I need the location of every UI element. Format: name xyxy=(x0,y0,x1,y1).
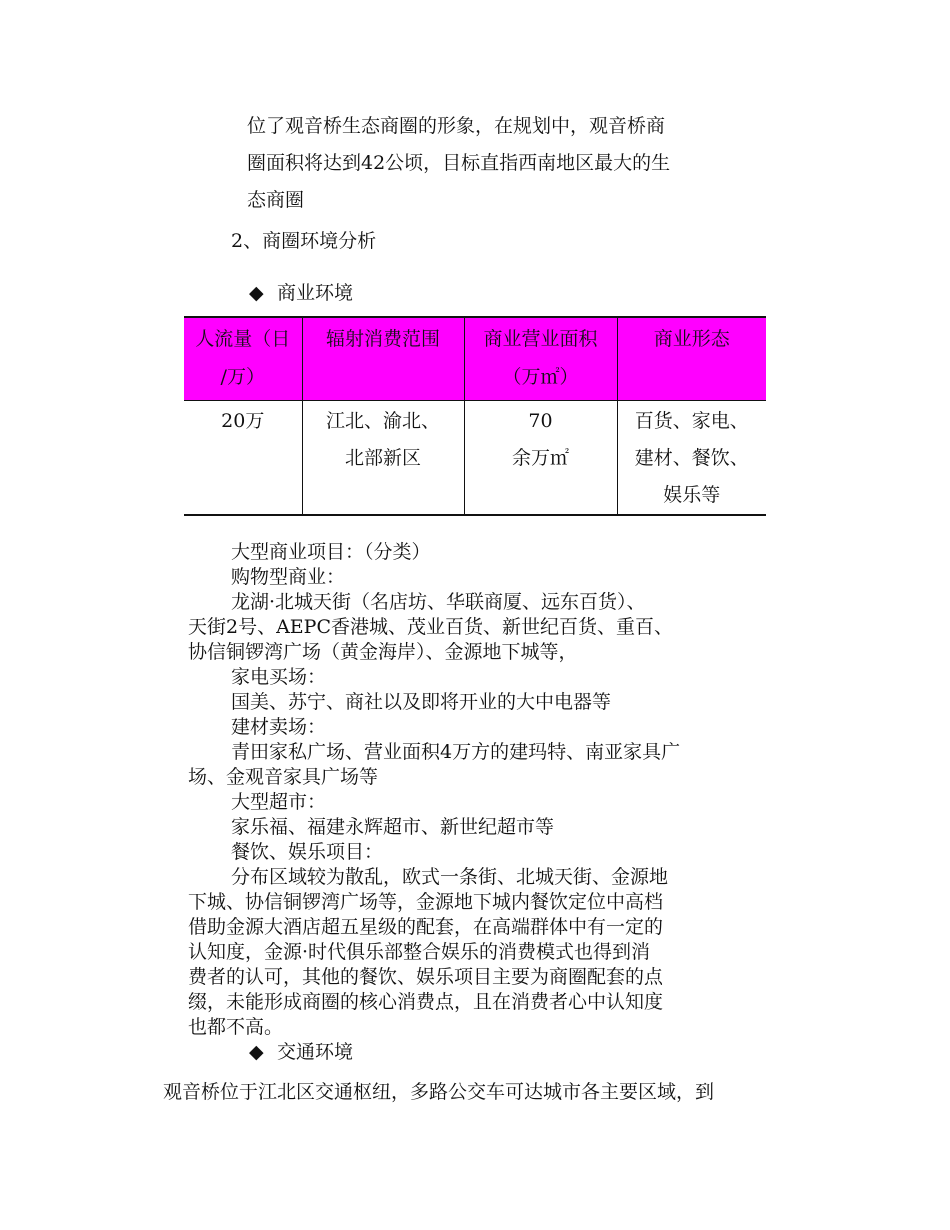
bullet-label: 交通环境 xyxy=(277,1041,354,1063)
intro-paragraph xyxy=(247,108,757,219)
body-line: 借助金源大酒店超五星级的配套，在高端群体中有一定的 xyxy=(188,916,664,938)
cell-radiation-range: 江北、渝北、 北部新区 xyxy=(302,401,464,516)
body-line: 建材卖场： xyxy=(231,716,327,738)
header-business-area: 商业营业面积 （万㎡） xyxy=(464,317,617,401)
body-line: 费者的认可，其他的餐饮、娱乐项目主要为商圈配套的点 xyxy=(188,966,664,988)
diamond-bullet-icon: ◆ xyxy=(249,1041,264,1063)
header-radiation-range: 辐射消费范围 xyxy=(302,317,464,401)
intro-line: 圈面积将达到42公顷，目标直指西南地区最大的生 xyxy=(247,152,671,174)
body-line: 龙湖·北城天街（名店坊、华联商厦、远东百货）、 xyxy=(231,591,646,613)
header-business-form: 商业形态 xyxy=(617,317,766,401)
body-line: 缀，未能形成商圈的核心消费点，且在消费者心中认知度 xyxy=(188,991,664,1013)
body-line: 大型商业项目：（分类） xyxy=(231,541,431,563)
body-paragraphs xyxy=(188,540,748,1040)
body-line: 国美、苏宁、商社以及即将开业的大中电器等 xyxy=(231,691,612,713)
body-line: 也都不高。 xyxy=(188,1016,284,1038)
bullet-label: 商业环境 xyxy=(277,282,354,304)
body-line: 场、金观音家具广场等 xyxy=(188,766,379,788)
header-foot-traffic: 人流量（日 /万） xyxy=(184,317,302,401)
body-line: 大型超市： xyxy=(231,791,327,813)
table-header-row xyxy=(184,317,766,401)
cell-business-form: 百货、家电、 建材、餐饮、 娱乐等 xyxy=(617,401,766,516)
body-line: 青田家私广场、营业面积4万方的建玛特、南亚家具广 xyxy=(231,741,681,763)
cell-foot-traffic: 20万 xyxy=(184,401,302,516)
diamond-bullet-icon: ◆ xyxy=(249,282,264,304)
cell-business-area: 70 余万㎡ xyxy=(464,401,617,516)
table-row xyxy=(184,401,766,516)
bullet-commercial xyxy=(249,278,353,305)
body-line: 认知度，金源·时代俱乐部整合娱乐的消费模式也得到消 xyxy=(188,941,651,963)
intro-line: 态商圈 xyxy=(247,189,305,211)
body-line: 餐饮、娱乐项目： xyxy=(231,841,384,863)
traffic-line: 观音桥位于江北区交通枢纽，多路公交车可达城市各主要区域，到 xyxy=(163,1081,715,1103)
commercial-environment-table xyxy=(184,316,766,516)
section-heading: 2、商圈环境分析 xyxy=(231,230,377,252)
body-line: 下城、协信铜锣湾广场等，金源地下城内餐饮定位中高档 xyxy=(188,891,664,913)
body-line: 分布区域较为散乱，欧式一条街、北城天街、金源地 xyxy=(231,866,669,888)
intro-line: 位了观音桥生态商圈的形象，在规划中，观音桥商 xyxy=(247,115,666,137)
body-line: 天街2号、AEPC香港城、茂业百货、新世纪百货、重百、 xyxy=(188,616,674,638)
body-line: 购物型商业： xyxy=(231,566,346,588)
body-line: 家乐福、福建永辉超市、新世纪超市等 xyxy=(231,816,555,838)
body-line: 家电买场： xyxy=(231,666,327,688)
bullet-traffic xyxy=(249,1037,353,1064)
body-line: 协信铜锣湾广场（黄金海岸）、金源地下城等， xyxy=(188,641,578,663)
